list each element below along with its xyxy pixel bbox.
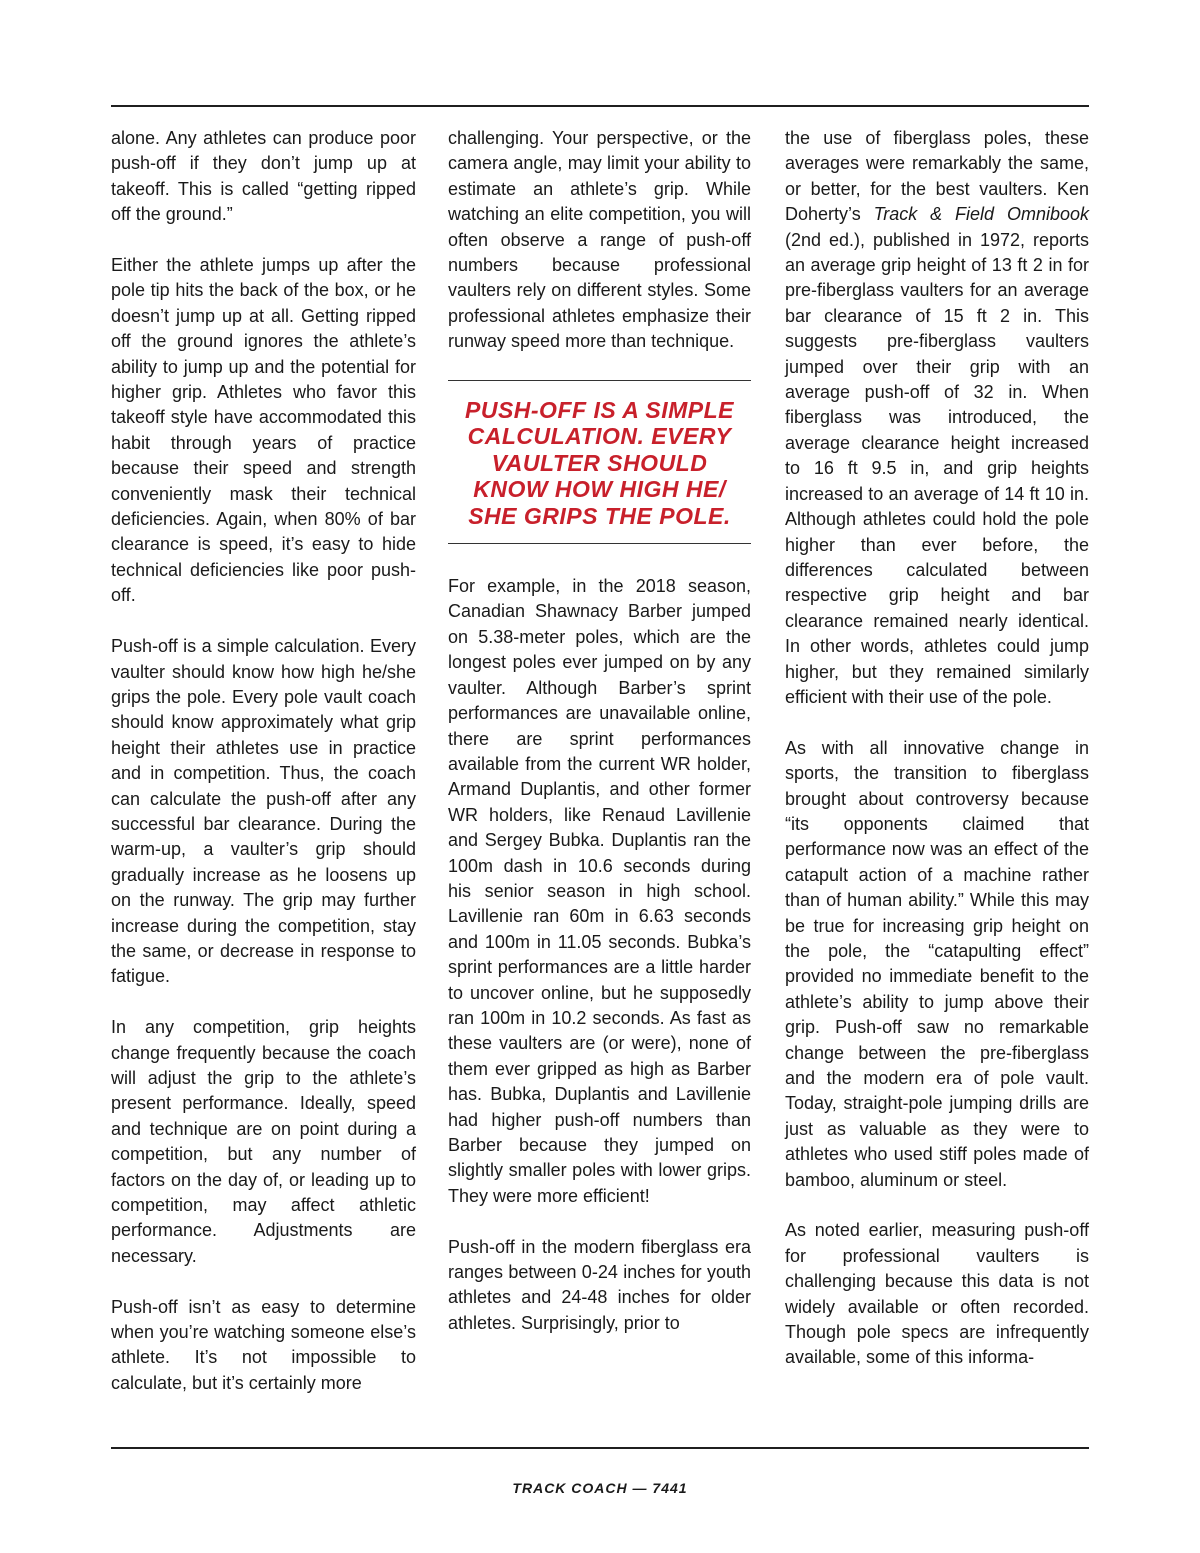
pull-quote-line: KNOW HOW HIGH HE/ [473,476,726,503]
paragraph: For example, in the 2018 season, Canadian Shawnacy Barber jumped on 5.38-meter poles, which are the longest poles ever jumped on by any vaulter. Although Barber’s sprint performances are unavailable online, there are sprint performances available from the current WR holder, Armand Duplantis, and other former WR holders, like Renaud Lavillenie and Sergey Bubka. Duplantis ran the 100m dash in 10.6 seconds during his senior season in high school. Lavillenie ran 60m in 6.63 seconds and 100m in 11.05 seconds. Bubka’s sprint performances are a little harder to uncover online, but he supposedly ran 100m in 10.2 seconds. As fast as these vaulters are (or were), none of them ever gripped as high as Barber has. Bubka, Duplantis and Lavillenie had higher push-off numbers than Barber because they jumped on slightly smaller poles with lower grips. They were more efficient! [448,576,751,1206]
book-title: Track & Field Omnibook [873,204,1089,225]
bottom-rule [111,1447,1089,1449]
paragraph: Push-off in the modern fiberglass era ranges between 0-24 inches for youth athletes and 24-48 inches for older athletes. Surprisingly, prior to [448,1236,751,1333]
paragraph: alone. Any athletes can produce poor push-off if they don’t jump up at takeoff. This is called “getting ripped off the ground.” [111,128,416,225]
paragraph: As with all innovative change in sports, the transition to fiberglass brought about controversy because “its opponents claimed that performance now was an effect of the catapult action of a machine rather than of human ability.” While this may be true for increasing grip height on the pole, the “catapulting effect” provided no immediate benefit to the athlete’s ability to jump above their grip. Push-off saw no remarkable change between the pre-fiberglass and the modern era of pole vault. Today, straight-pole jumping drills are just as valuable as they were to athletes who used stiff poles made of bamboo, aluminum or steel. [785,737,1089,1190]
paragraph [785,126,1089,710]
page-footer: TRACK COACH — 7441 [512,1480,688,1496]
pull-quote [448,380,751,544]
paragraph: As noted earlier, measuring push-off for professional vaulters is challenging because this data is not widely available or often recorded. Though pole specs are infrequently available, some of this informa- [785,1220,1089,1368]
top-rule [111,105,1089,107]
pull-quote-line: SHE GRIPS THE POLE. [468,502,731,529]
text-run: the use of fiberglass poles, these averages were remarkably the same, or better, for the best vaulters. Ken Doherty’s [785,128,1089,225]
paragraph: Either the athlete jumps up after the pole tip hits the back of the box, or he doesn’t jump up at all. Getting ripped off the ground ignores the athlete’s ability to jump up and the potential for higher grip. Athletes who favor this takeoff style have accommodated this habit through years of practice because their speed and strength conveniently mask their technical deficiencies. Again, when 80% of bar clearance is speed, it’s easy to hide technical deficiencies like poor push-off. [111,255,416,606]
column-3 [785,126,1089,1396]
paragraph: challenging. Your perspective, or the camera angle, may limit your ability to estimate an athlete’s grip. While watching an elite competition, you will often observe a range of push-off numbers because professional vaulters rely on different styles. Some professional athletes emphasize their runway speed more than technique. [448,128,751,352]
text-run: (2nd ed.), published in 1972, reports an average grip height of 13 ft 2 in for pre-fiberglass vaulters for an average bar clearance of 15 ft 2 in. This suggests pre-fiberglass vaulters jumped over their grip with an average push-off of 32 in. When fiberglass was introduced, the average clearance height increased to 16 ft 9.5 in, and grip heights increased to an average of 14 ft 10 in. Although athletes could hold the pole higher than ever before, the differences calculated between respective grip height and bar clearance remained nearly identical. In other words, athletes could jump higher, but they remained similarly efficient with their use of the pole. [785,229,1089,707]
paragraph: Push-off is a simple calculation. Every vaulter should know how high he/she grips the pole. Every pole vault coach should know approximately what grip height their athletes use in practice and in competition. Thus, the coach can calculate the push-off after any successful bar clearance. During the warm-up, a vaulter’s grip should gradually increase as he loosens up on the runway. The grip may further increase during the competition, stay the same, or decrease in response to fatigue. [111,636,416,987]
pull-quote-line: CALCULATION. EVERY [467,423,732,450]
column-2 [448,126,751,1362]
pull-quote-line: PUSH-OFF IS A SIMPLE [465,397,734,424]
column-1 [111,126,416,1422]
paragraph: In any competition, grip heights change frequently because the coach will adjust the grip to the athlete’s present performance. Ideally, speed and technique are on point during a competition, but any number of factors on the day of, or leading up to competition, may affect athletic performance. Adjustments are necessary. [111,1017,416,1266]
pull-quote-line: VAULTER SHOULD [491,449,708,476]
paragraph: Push-off isn’t as easy to determine when you’re watching someone else’s athlete. It’s not impossible to calculate, but it’s certainly more [111,1296,416,1393]
